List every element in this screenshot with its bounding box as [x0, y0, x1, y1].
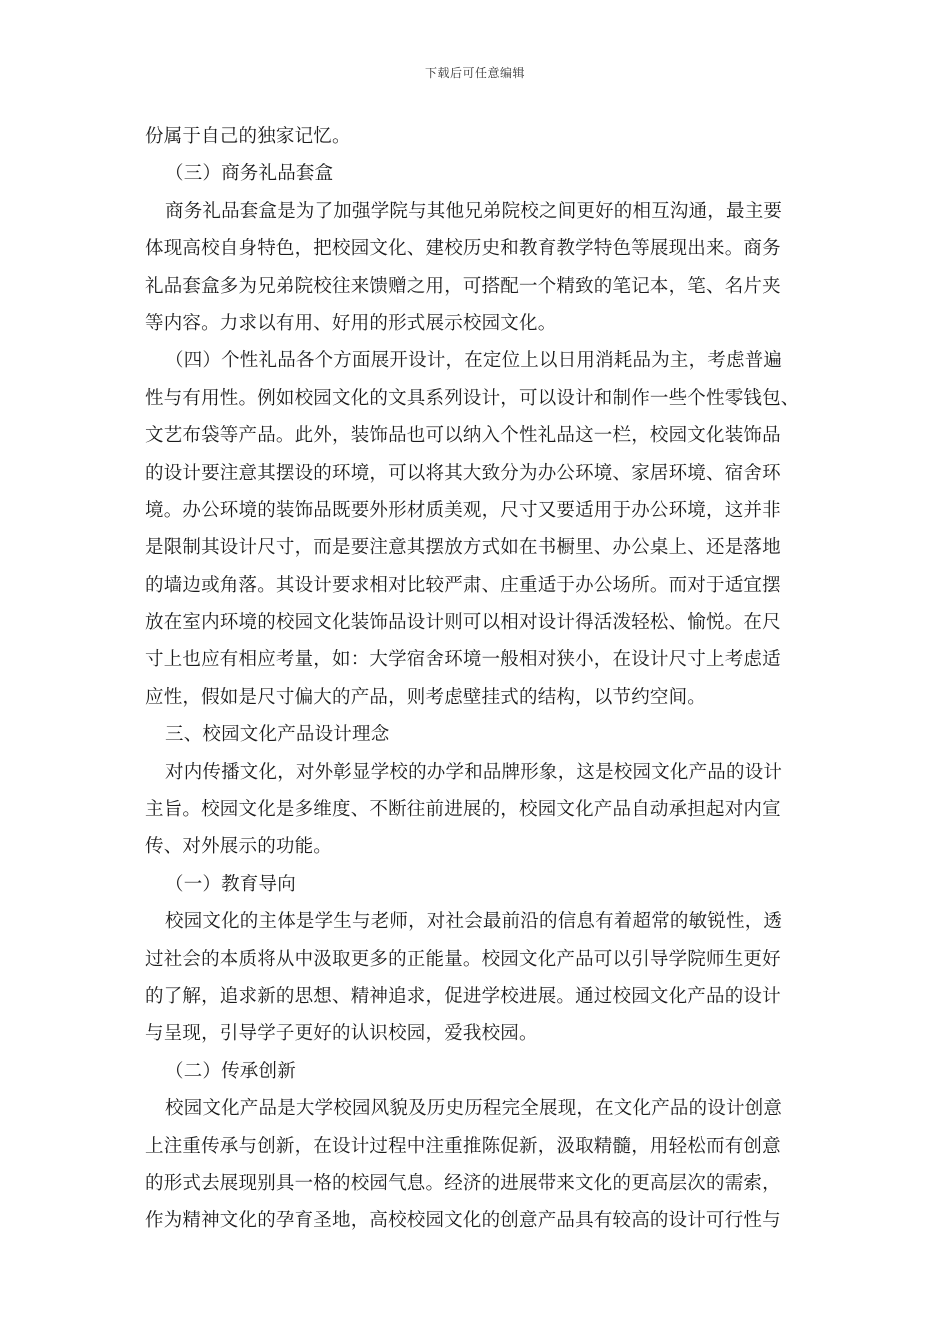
text-line: 对内传播文化，对外彰显学校的办学和品牌形象，这是校园文化产品的设计 [165, 761, 783, 783]
text-line: 过社会的本质将从中汲取更多的正能量。校园文化产品可以引导学院师生更好 [145, 948, 781, 970]
text-line: 的形式去展现别具一格的校园气息。经济的进展带来文化的更高层次的需索， [145, 1172, 781, 1194]
text-line: （三）商务礼品套盒 [165, 163, 334, 185]
text-line: 是限制其设计尺寸，而是要注意其摆放方式如在书橱里、办公桌上、还是落地 [145, 537, 781, 559]
text-line: 上注重传承与创新，在设计过程中注重推陈促新，汲取精髓，用轻松而有创意 [145, 1135, 781, 1157]
text-line: 性与有用性。例如校园文化的文具系列设计，可以设计和制作一些个性零钱包、 [145, 387, 800, 409]
text-line: 的设计要注意其摆设的环境，可以将其大致分为办公环境、家居环境、宿舍环 [145, 462, 781, 484]
text-line: 应性，假如是尺寸偏大的产品，则考虑壁挂式的结构，以节约空间。 [145, 686, 707, 708]
text-line: （一）教育导向 [165, 873, 296, 895]
text-line: 体现高校自身特色，把校园文化、建校历史和教育教学特色等展现出来。商务 [145, 238, 781, 260]
text-line: 境。办公环境的装饰品既要外形材质美观，尺寸又要适用于办公环境，这并非 [145, 499, 781, 521]
text-line: 份属于自己的独家记忆。 [145, 126, 351, 147]
text-line: 校园文化的主体是学生与老师，对社会最前沿的信息有着超常的敏锐性，透 [165, 911, 783, 933]
text-line: （四）个性礼品各个方面展开设计，在定位上以日用消耗品为主，考虑普遍 [165, 350, 783, 372]
text-line: 放在室内环境的校园文化装饰品设计则可以相对设计得活泼轻松、愉悦。在尺 [145, 612, 781, 634]
text-line: 校园文化产品是大学校园风貌及历史历程完全展现，在文化产品的设计创意 [165, 1098, 783, 1120]
text-line: 的墙边或角落。其设计要求相对比较严肃、庄重适于办公场所。而对于适宜摆 [145, 574, 781, 596]
text-line: 与呈现，引导学子更好的认识校园，爱我校园。 [145, 1023, 538, 1045]
text-line: 商务礼品套盒是为了加强学院与其他兄弟院校之间更好的相互沟通，最主要 [165, 200, 783, 222]
text-line: （二）传承创新 [165, 1060, 296, 1082]
text-line: 作为精神文化的孕育圣地，高校校园文化的创意产品具有较高的设计可行性与 [145, 1210, 781, 1232]
page-header: 下载后可任意编辑 [424, 66, 525, 80]
text-line: 三、校园文化产品设计理念 [165, 724, 390, 746]
text-line: 文艺布袋等产品。此外，装饰品也可以纳入个性礼品这一栏，校园文化装饰品 [145, 425, 781, 447]
text-line: 礼品套盒多为兄弟院校往来馈赠之用，可搭配一个精致的笔记本，笔、名片夹 [145, 275, 781, 297]
text-line: 的了解，追求新的思想、精神追求，促进学校进展。通过校园文化产品的设计 [145, 985, 781, 1007]
text-line: 等内容。力求以有用、好用的形式展示校园文化。 [145, 312, 557, 334]
text-line: 主旨。校园文化是多维度、不断往前进展的，校园文化产品自动承担起对内宣 [145, 799, 781, 821]
text-line: 寸上也应有相应考量，如：大学宿舍环境一般相对狭小，在设计尺寸上考虑适 [145, 649, 781, 671]
document-body [145, 118, 810, 1240]
text-line: 传、对外展示的功能。 [145, 836, 333, 858]
